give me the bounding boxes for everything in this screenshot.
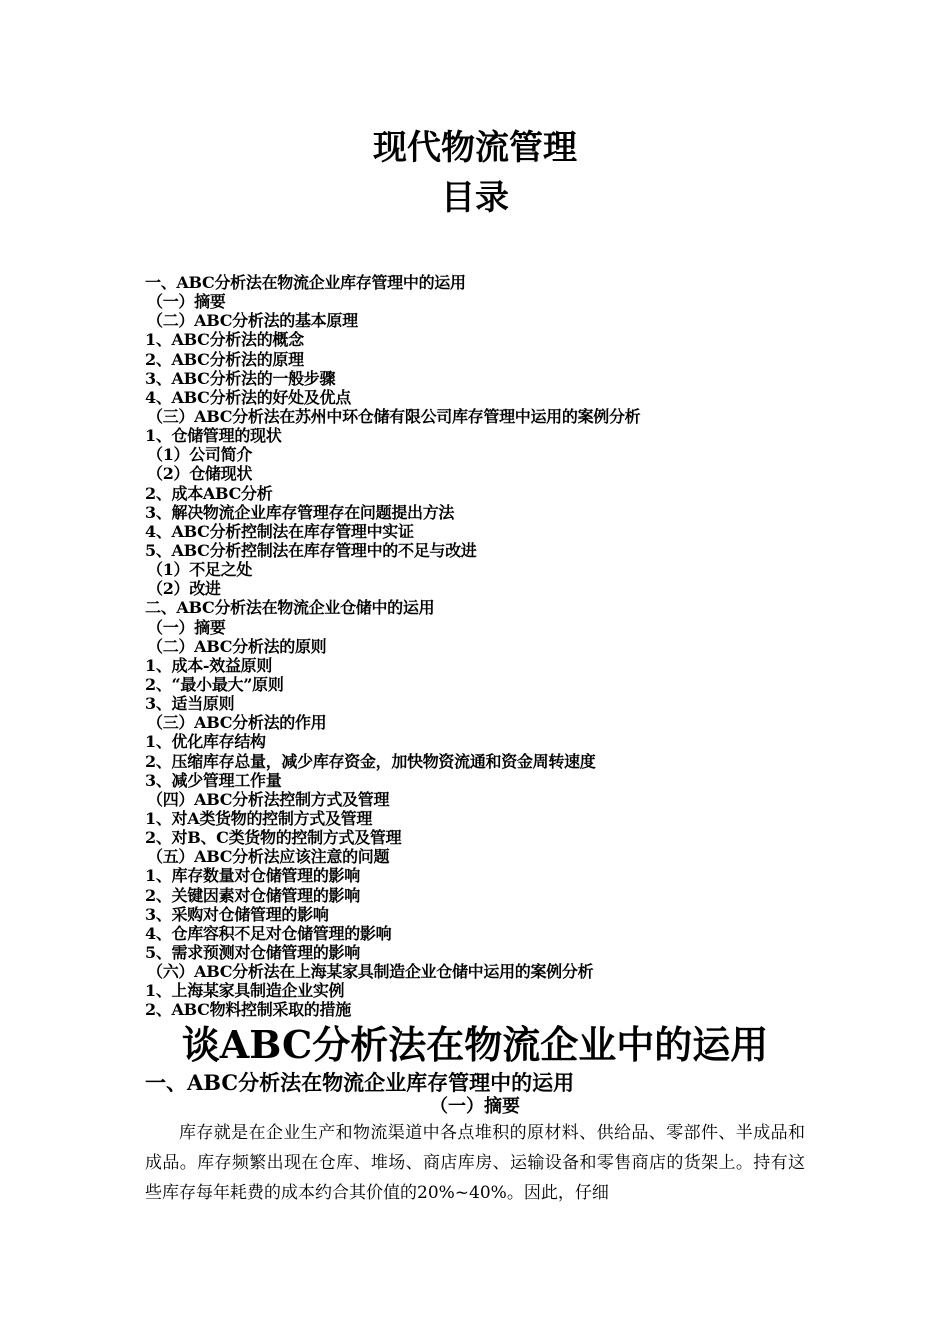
toc-item: 2、“最小最大”原则 <box>145 674 284 694</box>
toc-item: （1）不足之处 <box>147 560 253 580</box>
article-main-heading: 谈ABC分析法在物流企业中的运用 <box>181 1022 769 1067</box>
section-heading: 一、ABC分析法在物流企业库存管理中的运用 <box>145 1070 575 1095</box>
toc-item: （一）摘要 <box>147 617 226 637</box>
toc-item: 1、库存数量对仓储管理的影响 <box>145 866 360 886</box>
toc-item: 2、压缩库存总量，减少库存资金，加快物资流通和资金周转速度 <box>145 751 596 771</box>
toc-item: 2、成本ABC分析 <box>145 483 273 503</box>
toc-item: 1、上海某家具制造企业实例 <box>145 981 345 1001</box>
toc-heading: 目录 <box>441 178 509 218</box>
toc-item: 4、ABC分析控制法在库存管理中实证 <box>145 521 414 541</box>
toc-item: 3、减少管理工作量 <box>145 770 282 790</box>
toc-item: 4、ABC分析法的好处及优点 <box>145 387 351 407</box>
toc-item: （三）ABC分析法的作用 <box>147 713 327 733</box>
toc-item: （二）ABC分析法的原则 <box>147 636 327 656</box>
toc-item: （四）ABC分析法控制方式及管理 <box>147 789 390 809</box>
toc-item: 3、ABC分析法的一般步骤 <box>145 368 336 388</box>
toc-item: 3、适当原则 <box>145 694 235 714</box>
toc-item: 2、关键因素对仓储管理的影响 <box>145 885 360 905</box>
toc-item: （1）公司简介 <box>147 445 253 465</box>
toc-item: 2、ABC分析法的原理 <box>145 349 304 369</box>
toc-item: （五）ABC分析法应该注意的问题 <box>147 847 390 867</box>
toc-item: 一、ABC分析法在物流企业库存管理中的运用 <box>145 273 466 292</box>
toc-item: （2）仓储现状 <box>147 464 253 484</box>
toc-item: 2、ABC物料控制采取的措施 <box>145 1000 351 1020</box>
toc-item: 1、对A类货物的控制方式及管理 <box>145 808 373 828</box>
body-paragraph: 库存就是在企业生产和物流渠道中各点堆积的原材料、供给品、零部件、半成品和成品。库存频繁出现在仓库、堆场、商店库房、运输设备和零售商店的货架上。持有这些库存每年耗费的成本约合其价值的20%~40%。因此，仔细 <box>145 1123 805 1203</box>
toc-item: （2）改进 <box>147 579 221 599</box>
toc-item: （二）ABC分析法的基本原理 <box>147 311 358 331</box>
toc-item: 5、需求预测对仓储管理的影响 <box>145 942 360 962</box>
toc-item: 1、成本-效益原则 <box>145 655 273 675</box>
toc-item: 2、对B、C类货物的控制方式及管理 <box>145 828 402 848</box>
toc-item: 1、优化库存结构 <box>145 732 266 752</box>
toc-item: （六）ABC分析法在上海某家具制造企业仓储中运用的案例分析 <box>147 962 594 982</box>
toc-item: （三）ABC分析法在苏州中环仓储有限公司库存管理中运用的案例分析 <box>147 406 641 426</box>
toc-item: 1、ABC分析法的概念 <box>145 330 304 350</box>
toc-item: 二、ABC分析法在物流企业仓储中的运用 <box>145 598 435 618</box>
toc-item: （一）摘要 <box>147 292 226 312</box>
toc-item: 3、解决物流企业库存管理存在问题提出方法 <box>145 502 455 522</box>
toc-item: 3、采购对仓储管理的影响 <box>145 904 329 924</box>
toc-item: 5、ABC分析控制法在库存管理中的不足与改进 <box>145 540 477 560</box>
toc-item: 1、仓储管理的现状 <box>145 426 282 446</box>
subsection-heading: （一）摘要 <box>430 1096 520 1117</box>
document-title: 现代物流管理 <box>373 128 577 168</box>
table-of-contents <box>145 273 905 1019</box>
toc-item: 4、仓库容积不足对仓储管理的影响 <box>145 923 392 943</box>
